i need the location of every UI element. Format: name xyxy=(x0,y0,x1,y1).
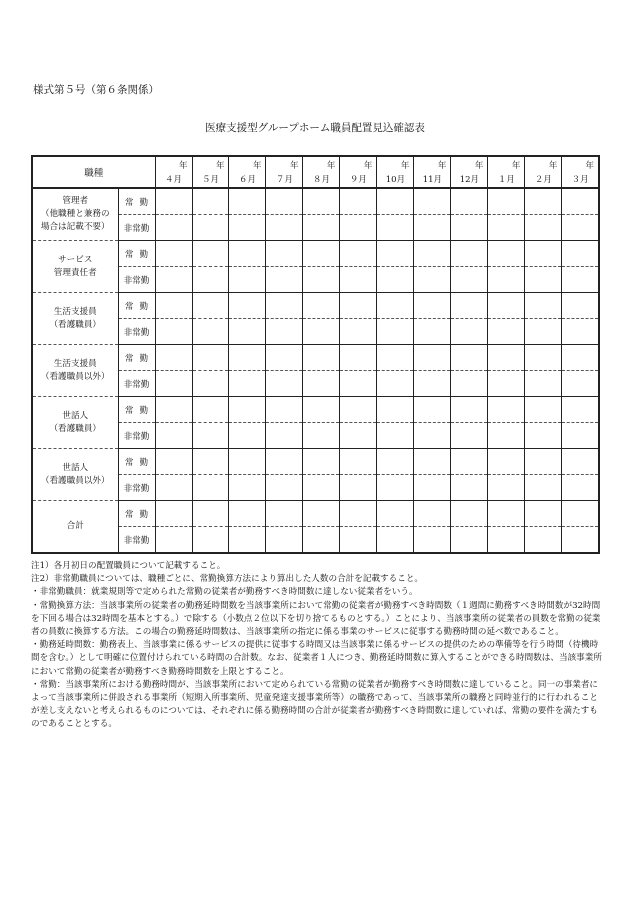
parttime-count-cell[interactable] xyxy=(562,423,599,449)
table-row-parttime xyxy=(32,527,599,554)
parttime-count-cell[interactable] xyxy=(377,319,414,345)
parttime-count-cell[interactable] xyxy=(377,371,414,397)
parttime-count-cell[interactable] xyxy=(155,215,192,241)
job-type-label: （看護職員以外） xyxy=(40,371,110,382)
fulltime-count-cell[interactable] xyxy=(340,449,377,475)
parttime-count-cell[interactable] xyxy=(303,371,340,397)
parttime-count-cell[interactable] xyxy=(229,267,266,293)
parttime-count-cell[interactable] xyxy=(414,267,451,293)
parttime-count-cell[interactable] xyxy=(229,475,266,501)
parttime-label: 非常勤 xyxy=(118,423,155,449)
parttime-count-cell[interactable] xyxy=(451,527,488,554)
parttime-count-cell[interactable] xyxy=(229,371,266,397)
note-paragraph: ・常勤：当該事業所における勤務時間が、当該事業所において定められている常勤の従業者が勤務すべき時間数に達していること。同一の事業者によって当該事業所に併設される事業所（短期入所事業所、児童発達支援事業所等）の職務であって、当該事業所の職務と同時並行的に行われることが差し支えないと考えられるものについては、それぞれに係る勤務時間の合計が従業者が勤務すべき時間数に達していれば、常勤の要件を満たすものであることとする。 xyxy=(31,679,599,730)
parttime-count-cell[interactable] xyxy=(414,215,451,241)
parttime-label: 非常勤 xyxy=(118,527,155,554)
job-type-label: 管理責任者 xyxy=(53,267,97,278)
table-row-parttime xyxy=(32,423,599,449)
parttime-count-cell[interactable] xyxy=(303,267,340,293)
month-header xyxy=(451,156,488,188)
job-type-cell xyxy=(32,449,118,501)
month-header xyxy=(229,156,266,188)
job-type-label: 生活支援員 xyxy=(53,306,97,317)
fulltime-count-cell[interactable] xyxy=(303,241,340,267)
note-paragraph: ・非常勤職員：就業規則等で定められた常勤の従業者が勤務すべき時間数に達しない従業者をいう。 xyxy=(31,587,418,598)
parttime-count-cell[interactable] xyxy=(451,371,488,397)
parttime-count-cell[interactable] xyxy=(303,475,340,501)
fulltime-label: 常勤 xyxy=(118,293,155,319)
year-label: 年 xyxy=(548,161,558,171)
fulltime-count-cell[interactable] xyxy=(451,293,488,319)
fulltime-count-cell[interactable] xyxy=(377,345,414,371)
fulltime-label: 常勤 xyxy=(118,241,155,267)
table-row-fulltime xyxy=(32,501,599,527)
fulltime-count-cell[interactable] xyxy=(303,397,340,423)
parttime-count-cell[interactable] xyxy=(451,215,488,241)
fulltime-count-cell[interactable] xyxy=(414,449,451,475)
table-row-parttime xyxy=(32,267,599,293)
parttime-count-cell[interactable] xyxy=(488,215,525,241)
fulltime-count-cell[interactable] xyxy=(229,188,266,215)
parttime-count-cell[interactable] xyxy=(562,475,599,501)
parttime-count-cell[interactable] xyxy=(303,319,340,345)
fulltime-count-cell[interactable] xyxy=(266,449,303,475)
parttime-count-cell[interactable] xyxy=(525,527,562,554)
fulltime-count-cell[interactable] xyxy=(377,501,414,527)
parttime-count-cell[interactable] xyxy=(414,527,451,554)
table-row-parttime xyxy=(32,475,599,501)
parttime-count-cell[interactable] xyxy=(192,475,229,501)
fulltime-count-cell[interactable] xyxy=(266,345,303,371)
fulltime-count-cell[interactable] xyxy=(192,345,229,371)
fulltime-count-cell[interactable] xyxy=(192,449,229,475)
job-type-label: 生活支援員 xyxy=(53,358,97,369)
fulltime-count-cell[interactable] xyxy=(488,397,525,423)
parttime-count-cell[interactable] xyxy=(451,319,488,345)
fulltime-count-cell[interactable] xyxy=(229,241,266,267)
year-label: 年 xyxy=(437,161,447,171)
parttime-count-cell[interactable] xyxy=(192,215,229,241)
year-label: 年 xyxy=(511,161,521,171)
fulltime-count-cell[interactable] xyxy=(340,188,377,215)
parttime-label: 非常勤 xyxy=(118,319,155,345)
job-type-cell xyxy=(32,293,118,345)
fulltime-count-cell[interactable] xyxy=(155,449,192,475)
fulltime-label: 常勤 xyxy=(118,501,155,527)
month-label: ３月 xyxy=(571,175,589,185)
fulltime-count-cell[interactable] xyxy=(525,501,562,527)
table-row-fulltime xyxy=(32,188,599,215)
parttime-count-cell[interactable] xyxy=(229,527,266,554)
parttime-count-cell[interactable] xyxy=(303,527,340,554)
parttime-count-cell[interactable] xyxy=(340,267,377,293)
fulltime-count-cell[interactable] xyxy=(451,501,488,527)
fulltime-count-cell[interactable] xyxy=(340,501,377,527)
note-paragraph: ・常勤換算方法：当該事業所の従業者の勤務延時間数を当該事業所において常勤の従業者が勤務すべき時間数（１週間に勤務すべき時間数が32時間を下回る場合は32時間を基本とする。）で除する（小数点２位以下を切り捨てるものとする。）ことにより、当該事業所の従業者の員数を常勤の従業者の員数に換算する方法。この場合の勤務延時間数は、当該事業所の指定に係る事業のサービスに従事する勤務時間の延べ数であること。 xyxy=(31,600,601,638)
fulltime-count-cell[interactable] xyxy=(451,345,488,371)
parttime-count-cell[interactable] xyxy=(155,267,192,293)
job-type-label: 場合は記載不要） xyxy=(40,222,110,232)
job-type-label: （看護職員以外） xyxy=(40,475,110,486)
fulltime-count-cell[interactable] xyxy=(229,449,266,475)
parttime-count-cell[interactable] xyxy=(525,371,562,397)
year-label: 年 xyxy=(474,161,484,171)
parttime-count-cell[interactable] xyxy=(488,475,525,501)
fulltime-count-cell[interactable] xyxy=(377,293,414,319)
job-type-label: （看護職員） xyxy=(49,423,102,434)
fulltime-count-cell[interactable] xyxy=(525,241,562,267)
staff-allocation-table xyxy=(31,155,600,554)
month-label: ５月 xyxy=(201,175,219,185)
parttime-count-cell[interactable] xyxy=(303,423,340,449)
note-paragraph: ・勤務延時間数：勤務表上、当該事業に係るサービスの提供に従事する時間又は当該事業に係るサービスの提供のための準備等を行う時間（待機時間を含む。）として明確に位置付けられている時間の合計数。なお、従業者１人につき、勤務延時間数に算入することができる時間数は、当該事業所において常勤の従業者が勤務すべき勤務時間数を上限とすること。 xyxy=(31,640,602,677)
parttime-count-cell[interactable] xyxy=(266,319,303,345)
fulltime-count-cell[interactable] xyxy=(192,241,229,267)
fulltime-count-cell[interactable] xyxy=(414,501,451,527)
fulltime-count-cell[interactable] xyxy=(525,345,562,371)
parttime-count-cell[interactable] xyxy=(155,423,192,449)
year-label: 年 xyxy=(215,161,225,171)
fulltime-count-cell[interactable] xyxy=(451,397,488,423)
job-type-header: 職種 xyxy=(32,156,155,188)
job-type-label: （他職種と兼務の xyxy=(40,209,110,219)
fulltime-count-cell[interactable] xyxy=(414,345,451,371)
fulltime-count-cell[interactable] xyxy=(303,449,340,475)
parttime-count-cell[interactable] xyxy=(414,319,451,345)
month-header xyxy=(377,156,414,188)
job-type-label: 世話人 xyxy=(62,462,89,473)
parttime-count-cell[interactable] xyxy=(303,215,340,241)
fulltime-label: 常勤 xyxy=(118,397,155,423)
fulltime-label: 常勤 xyxy=(118,188,155,215)
month-label: 10月 xyxy=(385,175,406,185)
fulltime-count-cell[interactable] xyxy=(155,188,192,215)
parttime-count-cell[interactable] xyxy=(488,267,525,293)
fulltime-count-cell[interactable] xyxy=(488,293,525,319)
fulltime-count-cell[interactable] xyxy=(562,501,599,527)
fulltime-count-cell[interactable] xyxy=(562,449,599,475)
year-label: 年 xyxy=(400,161,410,171)
fulltime-count-cell[interactable] xyxy=(340,397,377,423)
month-label: ４月 xyxy=(165,175,183,185)
fulltime-count-cell[interactable] xyxy=(377,241,414,267)
parttime-count-cell[interactable] xyxy=(414,371,451,397)
month-header xyxy=(155,156,192,188)
parttime-count-cell[interactable] xyxy=(377,475,414,501)
fulltime-count-cell[interactable] xyxy=(340,241,377,267)
table-row-fulltime xyxy=(32,293,599,319)
parttime-count-cell[interactable] xyxy=(525,423,562,449)
form-number: 様式第５号（第６条関係） xyxy=(33,84,159,96)
fulltime-count-cell[interactable] xyxy=(192,188,229,215)
fulltime-count-cell[interactable] xyxy=(155,345,192,371)
notes-section xyxy=(31,560,603,732)
parttime-count-cell[interactable] xyxy=(155,319,192,345)
fulltime-count-cell[interactable] xyxy=(525,293,562,319)
parttime-count-cell[interactable] xyxy=(192,267,229,293)
job-type-label: （看護職員） xyxy=(49,319,102,330)
fulltime-count-cell[interactable] xyxy=(303,293,340,319)
fulltime-count-cell[interactable] xyxy=(266,241,303,267)
parttime-label: 非常勤 xyxy=(118,475,155,501)
fulltime-count-cell[interactable] xyxy=(303,501,340,527)
parttime-count-cell[interactable] xyxy=(155,527,192,554)
table-row-fulltime xyxy=(32,397,599,423)
year-label: 年 xyxy=(326,161,336,171)
job-type-label: 世話人 xyxy=(62,410,89,421)
parttime-count-cell[interactable] xyxy=(192,527,229,554)
note-paragraph: 注1）各月初日の配置職員について記載すること。 xyxy=(31,561,226,571)
parttime-count-cell[interactable] xyxy=(562,371,599,397)
parttime-count-cell[interactable] xyxy=(229,423,266,449)
fulltime-count-cell[interactable] xyxy=(414,241,451,267)
parttime-count-cell[interactable] xyxy=(562,267,599,293)
parttime-count-cell[interactable] xyxy=(525,267,562,293)
parttime-count-cell[interactable] xyxy=(488,423,525,449)
fulltime-count-cell[interactable] xyxy=(155,501,192,527)
parttime-count-cell[interactable] xyxy=(562,319,599,345)
parttime-count-cell[interactable] xyxy=(451,423,488,449)
parttime-count-cell[interactable] xyxy=(562,215,599,241)
parttime-label: 非常勤 xyxy=(118,267,155,293)
fulltime-count-cell[interactable] xyxy=(229,397,266,423)
fulltime-count-cell[interactable] xyxy=(266,397,303,423)
job-type-label: サービス xyxy=(58,254,93,265)
fulltime-count-cell[interactable] xyxy=(562,293,599,319)
parttime-count-cell[interactable] xyxy=(192,319,229,345)
fulltime-count-cell[interactable] xyxy=(303,188,340,215)
fulltime-count-cell[interactable] xyxy=(192,501,229,527)
job-type-cell xyxy=(32,501,118,554)
month-header xyxy=(488,156,525,188)
fulltime-count-cell[interactable] xyxy=(525,397,562,423)
year-label: 年 xyxy=(363,161,373,171)
parttime-count-cell[interactable] xyxy=(377,423,414,449)
fulltime-count-cell[interactable] xyxy=(303,345,340,371)
parttime-count-cell[interactable] xyxy=(525,475,562,501)
parttime-count-cell[interactable] xyxy=(525,215,562,241)
table-body xyxy=(32,188,599,553)
month-label: 11月 xyxy=(422,175,443,185)
fulltime-count-cell[interactable] xyxy=(340,293,377,319)
fulltime-count-cell[interactable] xyxy=(377,449,414,475)
job-type-label: 合計 xyxy=(66,521,84,531)
parttime-count-cell[interactable] xyxy=(192,423,229,449)
fulltime-count-cell[interactable] xyxy=(266,188,303,215)
job-type-label: 管理者 xyxy=(62,196,89,206)
fulltime-count-cell[interactable] xyxy=(488,501,525,527)
parttime-label: 非常勤 xyxy=(118,371,155,397)
fulltime-count-cell[interactable] xyxy=(488,449,525,475)
fulltime-count-cell[interactable] xyxy=(525,188,562,215)
fulltime-count-cell[interactable] xyxy=(155,241,192,267)
parttime-count-cell[interactable] xyxy=(340,527,377,554)
month-label: ７月 xyxy=(275,175,293,185)
parttime-count-cell[interactable] xyxy=(266,475,303,501)
table-row-parttime xyxy=(32,215,599,241)
fulltime-count-cell[interactable] xyxy=(266,501,303,527)
parttime-count-cell[interactable] xyxy=(266,423,303,449)
parttime-count-cell[interactable] xyxy=(266,267,303,293)
fulltime-count-cell[interactable] xyxy=(229,345,266,371)
parttime-count-cell[interactable] xyxy=(229,319,266,345)
year-label: 年 xyxy=(252,161,262,171)
parttime-count-cell[interactable] xyxy=(377,215,414,241)
fulltime-count-cell[interactable] xyxy=(451,188,488,215)
fulltime-count-cell[interactable] xyxy=(192,293,229,319)
fulltime-count-cell[interactable] xyxy=(414,188,451,215)
month-header xyxy=(340,156,377,188)
parttime-count-cell[interactable] xyxy=(340,371,377,397)
fulltime-count-cell[interactable] xyxy=(488,188,525,215)
parttime-count-cell[interactable] xyxy=(377,527,414,554)
parttime-count-cell[interactable] xyxy=(266,527,303,554)
fulltime-count-cell[interactable] xyxy=(451,449,488,475)
year-label: 年 xyxy=(178,161,188,171)
month-header xyxy=(303,156,340,188)
parttime-label: 非常勤 xyxy=(118,215,155,241)
fulltime-count-cell[interactable] xyxy=(340,345,377,371)
parttime-count-cell[interactable] xyxy=(488,527,525,554)
month-label: １月 xyxy=(497,175,515,185)
fulltime-count-cell[interactable] xyxy=(229,293,266,319)
parttime-count-cell[interactable] xyxy=(525,319,562,345)
fulltime-count-cell[interactable] xyxy=(414,293,451,319)
fulltime-count-cell[interactable] xyxy=(525,449,562,475)
parttime-count-cell[interactable] xyxy=(488,319,525,345)
month-header xyxy=(414,156,451,188)
parttime-count-cell[interactable] xyxy=(192,371,229,397)
parttime-count-cell[interactable] xyxy=(340,319,377,345)
parttime-count-cell[interactable] xyxy=(266,371,303,397)
month-header xyxy=(525,156,562,188)
table-row-fulltime xyxy=(32,345,599,371)
parttime-count-cell[interactable] xyxy=(377,267,414,293)
month-header xyxy=(266,156,303,188)
parttime-count-cell[interactable] xyxy=(451,267,488,293)
year-label: 年 xyxy=(289,161,299,171)
fulltime-count-cell[interactable] xyxy=(266,293,303,319)
month-label: 12月 xyxy=(459,175,480,185)
fulltime-count-cell[interactable] xyxy=(562,345,599,371)
parttime-count-cell[interactable] xyxy=(414,423,451,449)
fulltime-label: 常勤 xyxy=(118,345,155,371)
table-row-parttime xyxy=(32,371,599,397)
fulltime-count-cell[interactable] xyxy=(377,397,414,423)
month-label: ９月 xyxy=(349,175,367,185)
fulltime-count-cell[interactable] xyxy=(451,241,488,267)
parttime-count-cell[interactable] xyxy=(340,215,377,241)
month-header xyxy=(562,156,599,188)
fulltime-count-cell[interactable] xyxy=(377,188,414,215)
month-label: ６月 xyxy=(238,175,256,185)
parttime-count-cell[interactable] xyxy=(155,371,192,397)
fulltime-count-cell[interactable] xyxy=(562,188,599,215)
month-label: ８月 xyxy=(312,175,330,185)
parttime-count-cell[interactable] xyxy=(414,475,451,501)
job-type-cell xyxy=(32,188,118,241)
fulltime-count-cell[interactable] xyxy=(155,397,192,423)
table-row-fulltime xyxy=(32,241,599,267)
parttime-count-cell[interactable] xyxy=(266,215,303,241)
fulltime-count-cell[interactable] xyxy=(562,241,599,267)
fulltime-count-cell[interactable] xyxy=(488,345,525,371)
job-type-cell xyxy=(32,241,118,293)
parttime-count-cell[interactable] xyxy=(451,475,488,501)
fulltime-count-cell[interactable] xyxy=(229,501,266,527)
parttime-count-cell[interactable] xyxy=(155,475,192,501)
table-row-parttime xyxy=(32,319,599,345)
parttime-count-cell[interactable] xyxy=(340,475,377,501)
fulltime-count-cell[interactable] xyxy=(155,293,192,319)
parttime-count-cell[interactable] xyxy=(562,527,599,554)
fulltime-count-cell[interactable] xyxy=(192,397,229,423)
fulltime-count-cell[interactable] xyxy=(414,397,451,423)
table-header-row xyxy=(32,156,599,188)
job-type-cell xyxy=(32,345,118,397)
parttime-count-cell[interactable] xyxy=(488,371,525,397)
month-header xyxy=(192,156,229,188)
parttime-count-cell[interactable] xyxy=(229,215,266,241)
fulltime-count-cell[interactable] xyxy=(488,241,525,267)
job-type-cell xyxy=(32,397,118,449)
year-label: 年 xyxy=(585,161,594,171)
page-title: 医療支援型グループホーム職員配置見込確認表 xyxy=(205,122,425,134)
table-row-fulltime xyxy=(32,449,599,475)
fulltime-count-cell[interactable] xyxy=(562,397,599,423)
month-label: ２月 xyxy=(534,175,552,185)
parttime-count-cell[interactable] xyxy=(340,423,377,449)
fulltime-label: 常勤 xyxy=(118,449,155,475)
note-paragraph: 注2）非常勤職員については、職種ごとに、常勤換算方法により算出した人数の合計を記載すること。 xyxy=(31,574,424,585)
